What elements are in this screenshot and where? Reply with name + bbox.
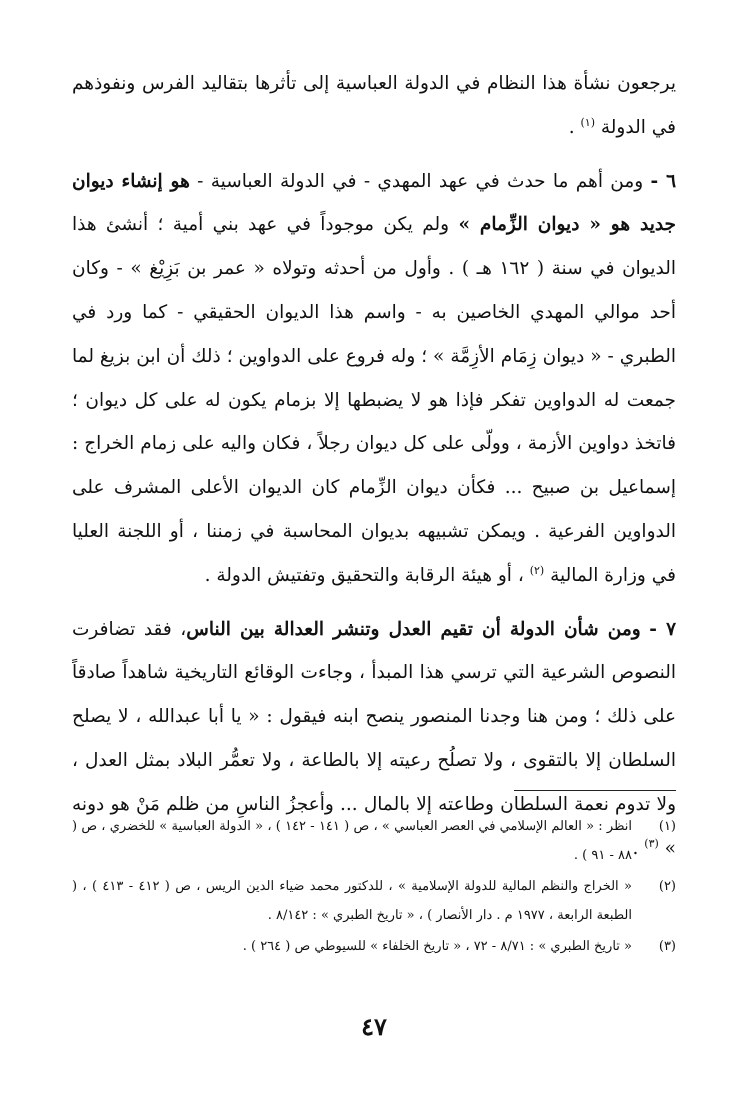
paragraph-text: يرجعون نشأة هذا النظام في الدولة العباسية إلى تأثرها بتقاليد الفرس ونفوذهم في الدولة	[72, 73, 676, 138]
paragraph-end: .	[568, 116, 575, 138]
footnote-text: انظر : « العالم الإسلامي في العصر العباسي » ، ص ( ١٤١ - ١٤٢ ) ، « الدولة العباسية » للخضري ، ص ( ٨٨ - ٩١ ) .	[72, 819, 632, 863]
paragraph-continuation	[72, 62, 676, 150]
footnote-number: (٢)	[658, 879, 676, 894]
paragraph-text: ومن أهم ما حدث في عهد المهدي - في الدولة العباسية -	[197, 170, 644, 192]
paragraph-end: .	[632, 837, 639, 859]
footnote-number: (٣)	[658, 939, 676, 954]
paragraph-text: ، أو هيئة الرقابة والتحقيق وتفتيش الدولة .	[204, 564, 524, 586]
footnotes	[72, 812, 676, 963]
paragraph-text: ولم يكن موجوداً في عهد بني أمية ؛ أنشئ هذا الديوان في سنة ( ١٦٢ هـ ) . وأول من أحدثه وتولاه « عمر بن بَزِيْغ » - وكان أحد موالي المهدي الخاصين به - واسم هذا الديوان الحقيقي - كما ورد في الطبري - « ديوان زِمَام الأزِمَّة » ؛ وله فروع على الدواوين ؛ ذلك أن ابن بزيغ لما جمعت له الدواوين تفكر فإذا هو لا يضبطها إلا بزمام يكون له على كل ديوان ؛ فاتخذ دواوين الأزمة ، وولّى على كل ديوان رجلاً ، فكان واليه على زمام الخراج : إسماعيل بن صبيح ... فكأن ديوان الزِّمام كان الديوان الأعلى المشرف على الدواوين الفرعية . ويمكن تشبيهه بديوان المحاسبة في زمننا ، أو اللجنة العليا في وزارة المالية	[72, 214, 676, 586]
footnote-ref-2[interactable]: (٢)	[529, 563, 545, 577]
page-number: ٤٧	[361, 1012, 387, 1041]
paragraph-6	[72, 160, 676, 598]
footnote-text: « تاريخ الطبري » : ٨/٧١ - ٧٢ ، « تاريخ الخلفاء » للسيوطي ص ( ٢٦٤ ) .	[242, 939, 632, 954]
paragraph-bold-text: هو إنشاء ديوان جديد هو « ديوان الزِّمام »	[72, 170, 676, 236]
paragraph-number: ٧ -	[649, 618, 676, 640]
footnote-separator	[514, 790, 676, 791]
footnote-number: (١)	[658, 819, 676, 834]
paragraph-number: ٦ -	[650, 170, 676, 192]
footnote-3	[72, 932, 676, 961]
footnote-1	[72, 812, 676, 870]
footnote-ref-1[interactable]: (١)	[580, 115, 595, 129]
footnote-text: « الخراج والنظم المالية للدولة الإسلامية » ، للدكتور محمد ضياء الدين الريس ، ص ( ٤١٢ - ٤١٣ ) ، ( الطبعة الرابعة ، ١٩٧٧ م . دار الأنصار ) ، « تاريخ الطبري » : ٨/١٤٢ .	[72, 879, 632, 923]
footnote-ref-3[interactable]: (٣)	[644, 836, 659, 850]
main-text	[72, 62, 676, 870]
footnote-2	[72, 872, 676, 930]
paragraph-bold-text: ومن شأن الدولة أن تقيم العدل وتنشر العدالة بين الناس	[186, 618, 641, 640]
paragraph-text: ، فقد تضافرت النصوص الشرعية التي ترسي هذا المبدأ ، وجاءت الوقائع التاريخية شاهداً صادقاً على ذلك ؛ ومن هنا وجدنا المنصور ينصح ابنه فيقول : « يا أبا عبدالله ، لا يصلح السلطان إلا بالتقوى ، ولا تصلُح رعيته إلا بالطاعة ، ولا تعمُّر البلاد بمثل العدل ، ولا تدوم نعمة السلطان وطاعته إلا بالمال ... وأعجزُ الناسِ من ظلم مَنْ هو دونه »	[72, 618, 676, 859]
